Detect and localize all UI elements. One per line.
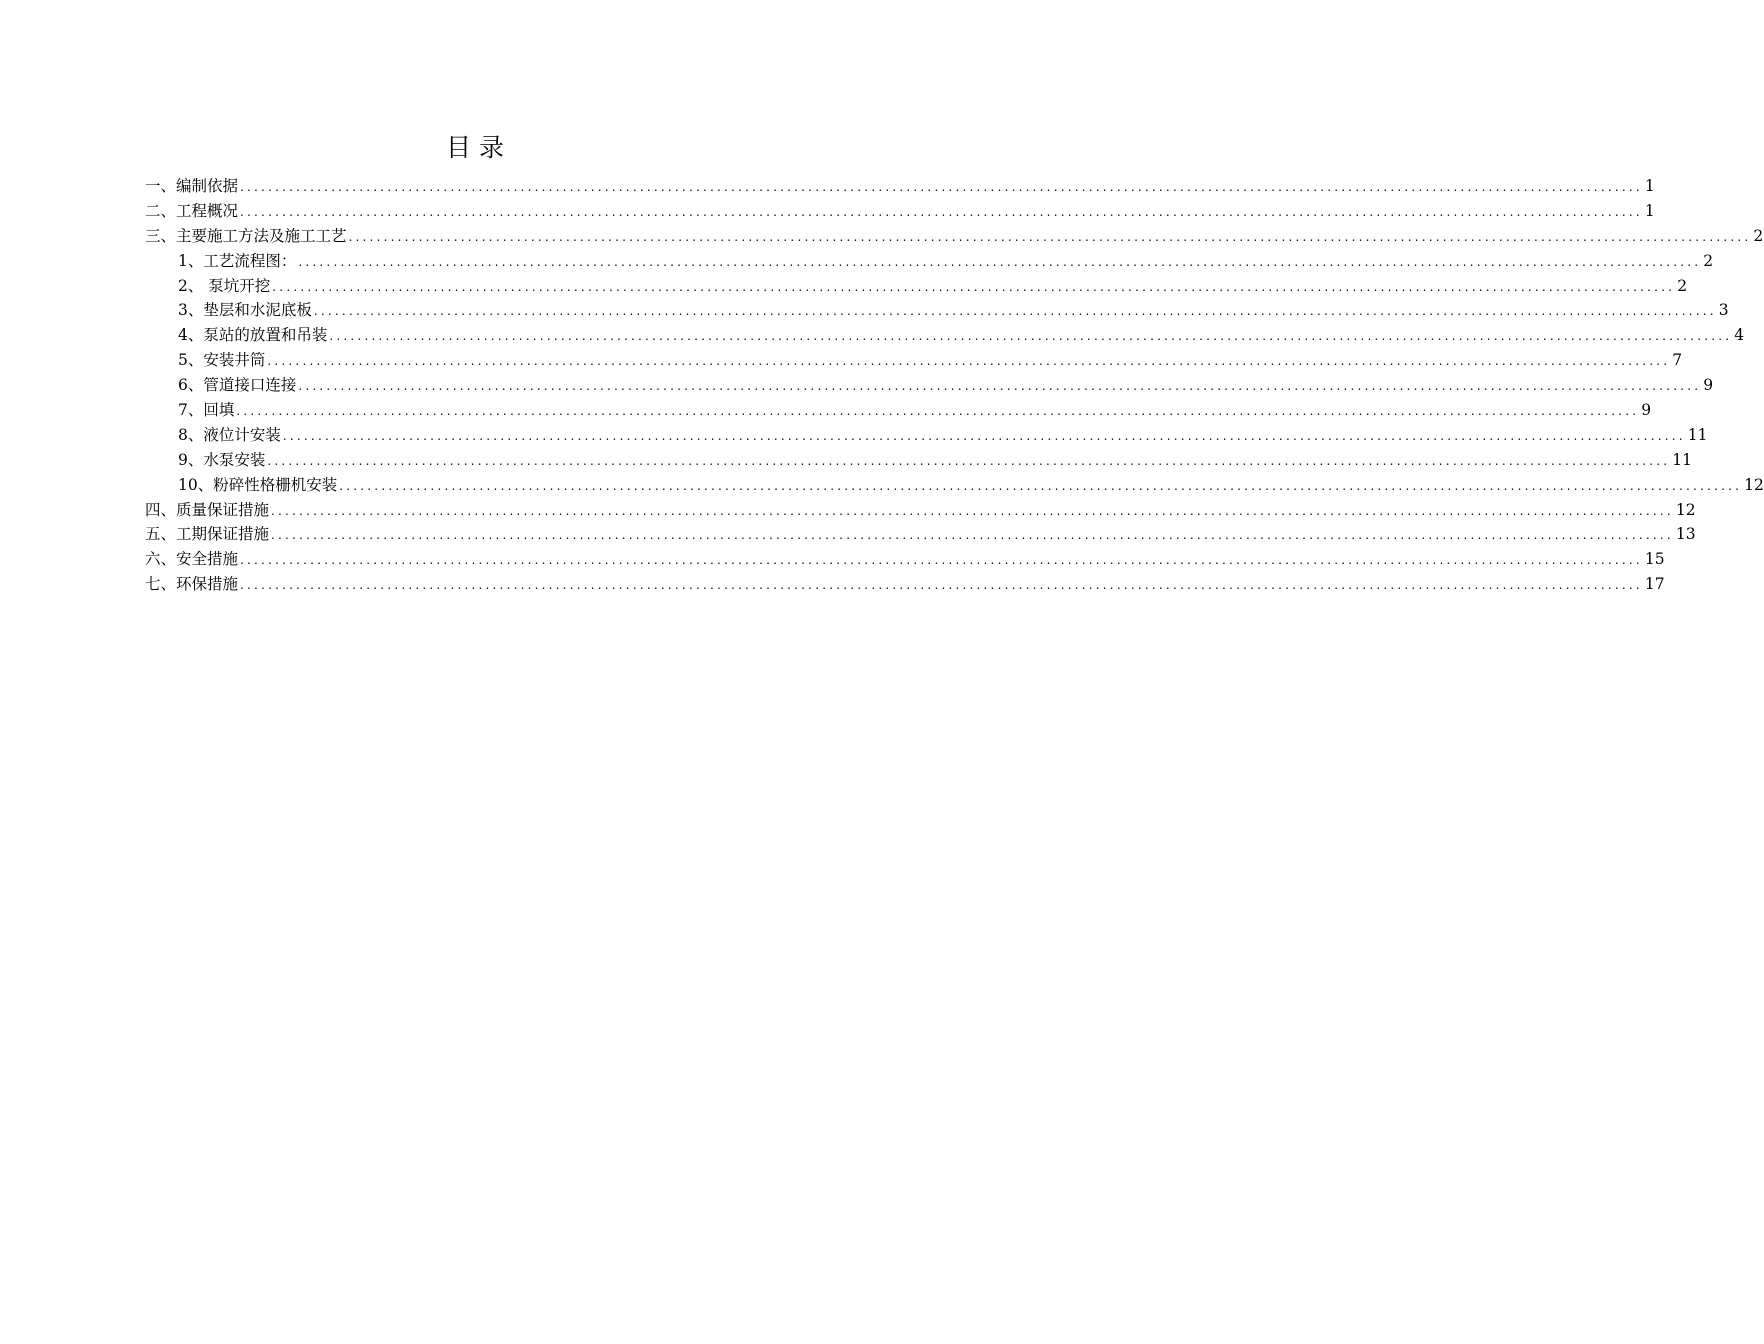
toc-leader-dots: ........................................................................................................................................................................................................ bbox=[271, 528, 1674, 543]
toc-entry-label: 三、主要施工方法及施工工艺 bbox=[145, 226, 347, 245]
toc-entry[interactable] bbox=[145, 498, 1696, 523]
toc-entry-label: 8、液位计安装 bbox=[178, 425, 281, 444]
toc-leader-dots: ........................................................................................................................................................................................................ bbox=[240, 180, 1643, 194]
toc-entry-label: 5、安装井筒 bbox=[178, 351, 266, 370]
toc-leader-dots: ........................................................................................................................................................................................................ bbox=[272, 279, 1676, 294]
toc-leader-dots: ........................................................................................................................................................................................................ bbox=[329, 329, 1733, 344]
toc-entry[interactable] bbox=[145, 323, 1745, 348]
toc-entry[interactable] bbox=[145, 572, 1665, 597]
toc-entry-page-number: 11 bbox=[1687, 425, 1708, 444]
toc-leader-dots: ........................................................................................................................................................................................................ bbox=[348, 229, 1752, 244]
toc-entry-page-number: 15 bbox=[1644, 550, 1665, 569]
toc-leader-dots: ........................................................................................................................................................................................................ bbox=[236, 404, 1640, 419]
toc-entry[interactable] bbox=[145, 348, 1683, 373]
toc-entry[interactable] bbox=[145, 224, 1764, 249]
toc-entry-page-number: 12 bbox=[1744, 475, 1764, 494]
toc-entry-label: 6、管道接口连接 bbox=[178, 376, 297, 395]
toc-entry-page-number: 2 bbox=[1677, 276, 1688, 295]
toc-leader-dots: ........................................................................................................................................................................................................ bbox=[267, 354, 1671, 369]
toc-entry-label: 四、质量保证措施 bbox=[145, 500, 270, 519]
toc-entry[interactable] bbox=[145, 547, 1665, 572]
toc-leader-dots: ........................................................................................................................................................................................................ bbox=[240, 553, 1643, 568]
toc-entry-page-number: 1 bbox=[1644, 177, 1655, 195]
toc-entry-label: 五、工期保证措施 bbox=[145, 525, 270, 544]
toc-entry[interactable] bbox=[145, 373, 1714, 398]
toc-entry-page-number: 1 bbox=[1644, 201, 1655, 220]
toc-entry[interactable] bbox=[145, 398, 1652, 423]
toc-entry-page-number: 3 bbox=[1718, 301, 1729, 320]
toc-entry-label: 一、编制依据 bbox=[145, 177, 239, 195]
toc-entry-page-number: 11 bbox=[1672, 450, 1692, 469]
toc-entry[interactable] bbox=[145, 199, 1655, 224]
toc-entry-label: 七、环保措施 bbox=[145, 575, 239, 594]
toc-entry-label: 1、工艺流程图： bbox=[178, 251, 297, 270]
toc-title: 目 录 bbox=[446, 133, 504, 162]
toc-entry[interactable] bbox=[145, 448, 1692, 473]
toc-entry-label: 4、泵站的放置和吊装 bbox=[178, 326, 328, 345]
toc-entry-page-number: 13 bbox=[1675, 525, 1696, 544]
toc-entry-page-number: 9 bbox=[1703, 376, 1714, 395]
toc-entry-page-number: 12 bbox=[1675, 500, 1696, 519]
toc-entry-page-number: 9 bbox=[1641, 401, 1652, 420]
toc-entry-page-number: 17 bbox=[1644, 575, 1665, 594]
toc-entry-label: 二、工程概况 bbox=[145, 201, 239, 220]
toc-entry[interactable] bbox=[145, 522, 1696, 547]
toc-leader-dots: ........................................................................................................................................................................................................ bbox=[267, 453, 1671, 468]
toc-entry[interactable] bbox=[145, 473, 1764, 498]
toc-entry[interactable] bbox=[145, 174, 1655, 199]
toc-leader-dots: ........................................................................................................................................................................................................ bbox=[282, 428, 1686, 443]
toc-entry-page-number: 2 bbox=[1703, 251, 1714, 270]
toc-entry-label: 六、安全措施 bbox=[145, 550, 239, 569]
toc-entry-label: 10、粉碎性格栅机安装 bbox=[178, 475, 338, 494]
toc-entry-label: 3、垫层和水泥底板 bbox=[178, 301, 312, 320]
toc-leader-dots: ........................................................................................................................................................................................................ bbox=[298, 254, 1702, 269]
toc-leader-dots: ........................................................................................................................................................................................................ bbox=[298, 379, 1702, 394]
toc-leader-dots: ........................................................................................................................................................................................................ bbox=[240, 204, 1643, 219]
toc-leader-dots: ........................................................................................................................................................................................................ bbox=[313, 304, 1717, 319]
toc-entry[interactable] bbox=[145, 298, 1729, 323]
toc-entry-page-number: 2 bbox=[1753, 226, 1764, 245]
toc-entry-page-number: 7 bbox=[1672, 351, 1683, 370]
toc-entry-page-number: 4 bbox=[1734, 326, 1745, 345]
toc-entry-label: 7、回填 bbox=[178, 401, 235, 420]
toc-entry[interactable] bbox=[145, 423, 1708, 448]
toc-entry-label: 9、水泵安装 bbox=[178, 450, 266, 469]
toc-leader-dots: ........................................................................................................................................................................................................ bbox=[339, 478, 1743, 493]
table-of-contents bbox=[145, 174, 1764, 597]
toc-entry-label: 2、 泵坑开挖 bbox=[178, 276, 271, 295]
toc-entry[interactable] bbox=[145, 249, 1714, 274]
toc-leader-dots: ........................................................................................................................................................................................................ bbox=[271, 503, 1674, 518]
toc-entry[interactable] bbox=[145, 274, 1688, 299]
toc-leader-dots: ........................................................................................................................................................................................................ bbox=[240, 578, 1643, 593]
